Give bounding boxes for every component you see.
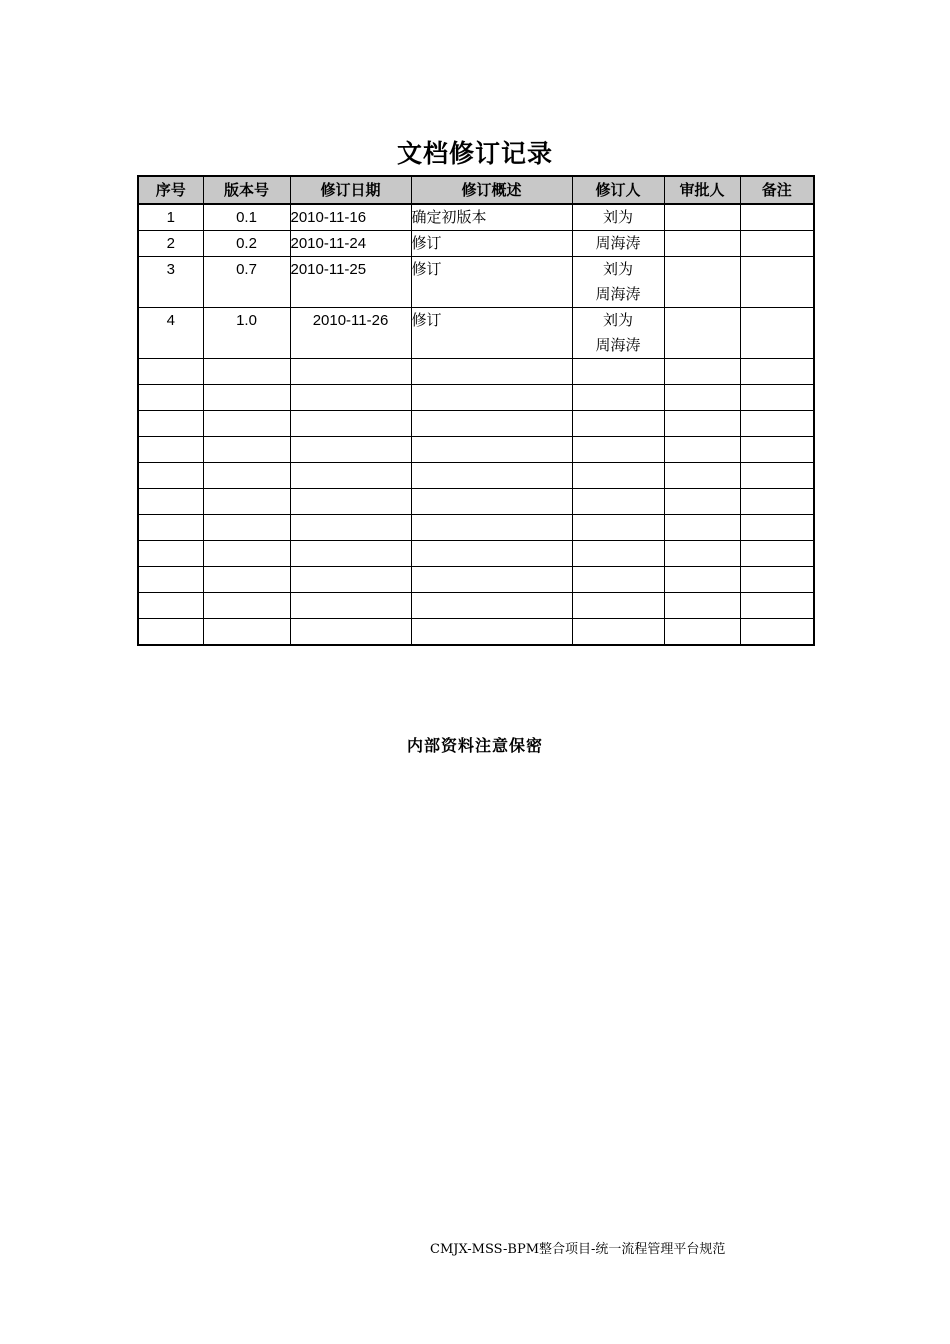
empty-cell: [740, 359, 814, 385]
empty-cell: [290, 541, 411, 567]
cell-reviser: [572, 231, 664, 257]
cell-seq: 4: [138, 308, 203, 359]
empty-table-row: [138, 359, 814, 385]
cell-note: [740, 308, 814, 359]
empty-cell: [290, 463, 411, 489]
empty-cell: [411, 619, 572, 646]
header-version: 版本号: [203, 176, 290, 204]
header-note: 备注: [740, 176, 814, 204]
empty-cell: [572, 489, 664, 515]
empty-cell: [664, 567, 740, 593]
empty-cell: [572, 437, 664, 463]
confidential-notice: 内部资料注意保密: [406, 736, 543, 755]
empty-table-row: [138, 515, 814, 541]
empty-cell: [664, 619, 740, 646]
empty-cell: [138, 385, 203, 411]
empty-cell: [411, 437, 572, 463]
empty-rows: [138, 359, 814, 646]
empty-cell: [203, 593, 290, 619]
cell-approver: [664, 231, 740, 257]
cell-version: 0.7: [203, 257, 290, 308]
empty-cell: [138, 463, 203, 489]
reviser-name: 刘为: [602, 311, 633, 329]
empty-cell: [138, 359, 203, 385]
reviser-name: 周海涛: [595, 336, 641, 354]
empty-cell: [572, 411, 664, 437]
reviser-name: 刘为: [602, 208, 633, 226]
empty-cell: [740, 437, 814, 463]
table-header-row: [138, 176, 814, 204]
table-row: [138, 257, 814, 308]
empty-cell: [411, 515, 572, 541]
empty-cell: [203, 619, 290, 646]
cell-approver: [664, 204, 740, 231]
empty-cell: [740, 619, 814, 646]
empty-cell: [664, 489, 740, 515]
empty-cell: [664, 385, 740, 411]
cell-summary: 修订: [411, 308, 572, 359]
table-row: [138, 231, 814, 257]
table-row: [138, 204, 814, 231]
empty-cell: [203, 411, 290, 437]
cell-summary: 修订: [411, 257, 572, 308]
empty-table-row: [138, 489, 814, 515]
empty-cell: [411, 489, 572, 515]
empty-cell: [411, 463, 572, 489]
cell-date: 2010-11-16: [290, 204, 411, 231]
empty-cell: [664, 593, 740, 619]
cell-reviser: [572, 308, 664, 359]
empty-cell: [740, 593, 814, 619]
empty-cell: [290, 489, 411, 515]
empty-cell: [572, 593, 664, 619]
empty-cell: [290, 359, 411, 385]
cell-note: [740, 257, 814, 308]
header-date: 修订日期: [290, 176, 411, 204]
cell-version: 0.2: [203, 231, 290, 257]
reviser-name: 周海涛: [595, 234, 641, 252]
cell-seq: 2: [138, 231, 203, 257]
revision-table: [137, 175, 815, 646]
empty-cell: [203, 515, 290, 541]
reviser-name: 刘为: [602, 260, 633, 278]
cell-date: 2010-11-24: [290, 231, 411, 257]
empty-table-row: [138, 411, 814, 437]
cell-note: [740, 231, 814, 257]
empty-cell: [138, 489, 203, 515]
empty-cell: [138, 411, 203, 437]
empty-cell: [203, 359, 290, 385]
empty-cell: [740, 541, 814, 567]
empty-cell: [411, 541, 572, 567]
cell-approver: [664, 308, 740, 359]
empty-cell: [411, 593, 572, 619]
empty-cell: [138, 567, 203, 593]
empty-table-row: [138, 541, 814, 567]
empty-cell: [290, 515, 411, 541]
empty-cell: [664, 515, 740, 541]
empty-cell: [138, 515, 203, 541]
header-seq: 序号: [138, 176, 203, 204]
empty-cell: [740, 385, 814, 411]
empty-cell: [290, 593, 411, 619]
empty-cell: [290, 411, 411, 437]
document-title: 文档修订记录: [396, 139, 553, 168]
empty-table-row: [138, 619, 814, 646]
cell-summary: 修订: [411, 231, 572, 257]
empty-cell: [290, 437, 411, 463]
empty-cell: [290, 567, 411, 593]
empty-cell: [572, 619, 664, 646]
empty-cell: [664, 437, 740, 463]
header-reviser: 修订人: [572, 176, 664, 204]
cell-summary: 确定初版本: [411, 204, 572, 231]
empty-cell: [203, 463, 290, 489]
table-row: [138, 308, 814, 359]
cell-version: 0.1: [203, 204, 290, 231]
cell-date: 2010-11-26: [290, 308, 411, 359]
empty-cell: [138, 593, 203, 619]
empty-cell: [290, 619, 411, 646]
empty-cell: [664, 411, 740, 437]
cell-reviser: [572, 257, 664, 308]
empty-cell: [572, 567, 664, 593]
empty-cell: [572, 515, 664, 541]
empty-cell: [203, 385, 290, 411]
empty-cell: [411, 359, 572, 385]
header-summary: 修订概述: [411, 176, 572, 204]
cell-date: 2010-11-25: [290, 257, 411, 308]
empty-cell: [203, 541, 290, 567]
empty-cell: [740, 411, 814, 437]
empty-cell: [664, 359, 740, 385]
empty-cell: [411, 567, 572, 593]
empty-cell: [740, 463, 814, 489]
cell-reviser: [572, 204, 664, 231]
empty-cell: [664, 541, 740, 567]
cell-note: [740, 204, 814, 231]
empty-table-row: [138, 385, 814, 411]
empty-cell: [203, 489, 290, 515]
page-footer: CMJX-MSS-BPM整合项目-统一流程管理平台规范: [430, 1242, 726, 1257]
empty-cell: [203, 567, 290, 593]
cell-approver: [664, 257, 740, 308]
empty-cell: [740, 567, 814, 593]
empty-table-row: [138, 463, 814, 489]
empty-table-row: [138, 437, 814, 463]
empty-cell: [740, 489, 814, 515]
empty-cell: [138, 541, 203, 567]
cell-version: 1.0: [203, 308, 290, 359]
cell-seq: 3: [138, 257, 203, 308]
empty-cell: [572, 541, 664, 567]
empty-table-row: [138, 593, 814, 619]
empty-cell: [138, 619, 203, 646]
empty-cell: [572, 385, 664, 411]
empty-cell: [138, 437, 203, 463]
empty-cell: [203, 437, 290, 463]
empty-cell: [411, 385, 572, 411]
empty-cell: [572, 359, 664, 385]
reviser-name: 周海涛: [595, 285, 641, 303]
empty-cell: [411, 411, 572, 437]
empty-table-row: [138, 567, 814, 593]
header-approver: 审批人: [664, 176, 740, 204]
empty-cell: [572, 463, 664, 489]
empty-cell: [664, 463, 740, 489]
cell-seq: 1: [138, 204, 203, 231]
empty-cell: [740, 515, 814, 541]
empty-cell: [290, 385, 411, 411]
